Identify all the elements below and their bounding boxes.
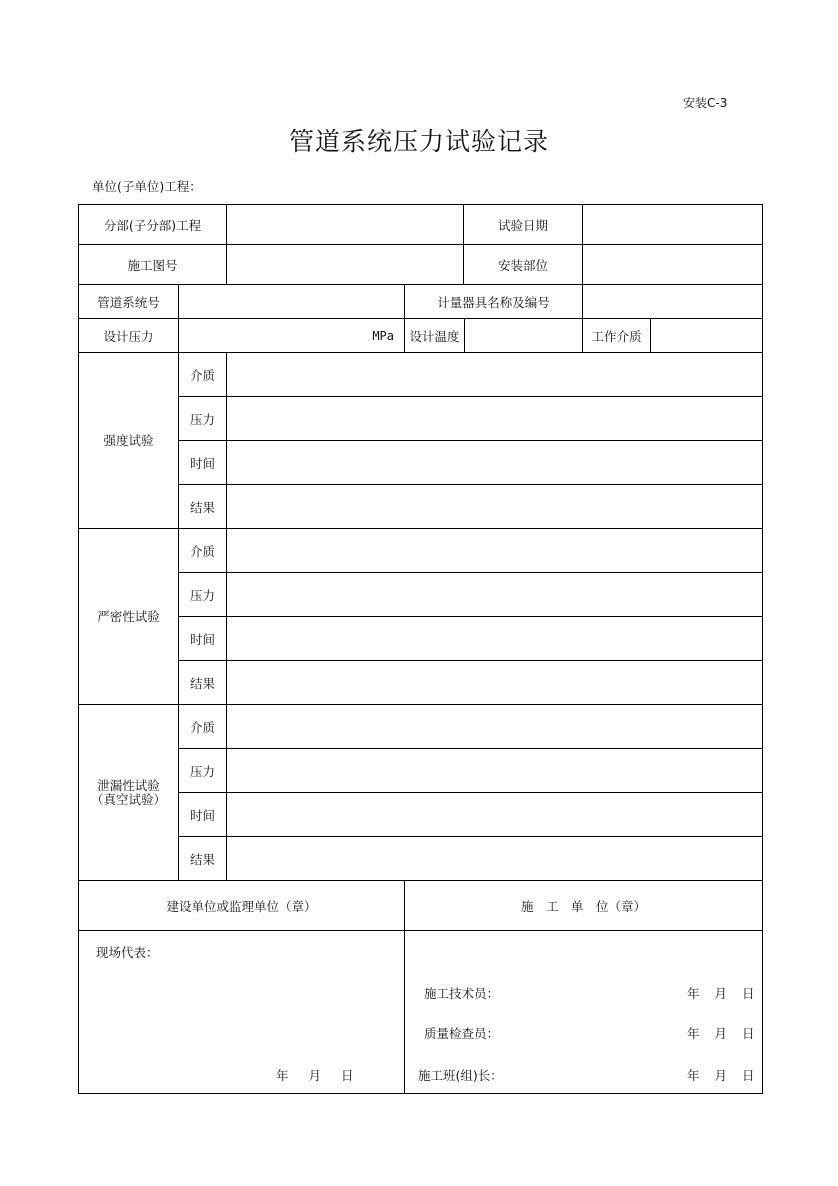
design-pressure-label: 设计压力 xyxy=(103,328,154,344)
contractor-header: 施 工 单 位（章） xyxy=(520,898,646,914)
item-medium: 介质 xyxy=(189,543,215,559)
day-label: 日 xyxy=(742,986,755,1001)
form-code: 安装C-3 xyxy=(683,96,728,110)
month-label: 月 xyxy=(714,986,728,1001)
strength-time-field[interactable] xyxy=(227,441,762,484)
strength-medium-field[interactable] xyxy=(227,353,762,396)
meter-label: 计量器具名称及编号 xyxy=(437,294,550,310)
item-result: 结果 xyxy=(189,675,215,691)
tightness-result-field[interactable] xyxy=(227,661,762,704)
meter-field[interactable] xyxy=(583,285,762,318)
section-name: 严密性试验 xyxy=(97,608,160,624)
page-title: 管道系统压力试验记录 xyxy=(288,127,549,156)
tightness-medium-field[interactable] xyxy=(227,529,762,572)
month-label: 月 xyxy=(714,1026,728,1041)
tightness-time-field[interactable] xyxy=(227,617,762,660)
design-pressure-field[interactable] xyxy=(179,319,404,352)
item-pressure: 压力 xyxy=(189,411,215,427)
team-leader-label: 施工班(组)长： xyxy=(418,1068,503,1083)
install-location-label: 安装部位 xyxy=(497,257,548,273)
day-label: 日 xyxy=(742,1068,755,1083)
design-temp-field[interactable] xyxy=(465,319,582,352)
item-time: 时间 xyxy=(189,631,215,647)
technician-label: 施工技术员： xyxy=(424,986,500,1001)
row-divider xyxy=(78,930,763,931)
month-label: 月 xyxy=(308,1068,322,1083)
tightness-pressure-field[interactable] xyxy=(227,573,762,616)
item-medium: 介质 xyxy=(189,719,215,735)
year-label: 年 xyxy=(687,1068,700,1083)
month-label: 月 xyxy=(714,1068,728,1083)
leak-medium-field[interactable] xyxy=(227,705,762,748)
year-label: 年 xyxy=(687,986,700,1001)
item-result: 结果 xyxy=(189,851,215,867)
pipe-system-label: 管道系统号 xyxy=(97,294,160,310)
section-name: 泄漏性试验 xyxy=(97,777,160,793)
day-label: 日 xyxy=(341,1068,354,1083)
leader-date xyxy=(687,1066,755,1084)
left-date xyxy=(276,1066,354,1084)
test-date-label: 试验日期 xyxy=(497,217,548,233)
quality-inspector-label: 质量检查员： xyxy=(424,1026,500,1041)
section-subname: （真空试验） xyxy=(90,791,166,807)
item-time: 时间 xyxy=(189,455,215,471)
pipe-system-field[interactable] xyxy=(179,285,404,318)
install-location-field[interactable] xyxy=(583,245,762,284)
leak-pressure-field[interactable] xyxy=(227,749,762,792)
section-strength-test xyxy=(79,353,178,528)
section-name: 强度试验 xyxy=(103,432,154,448)
owner-supervisor-header: 建设单位或监理单位（章） xyxy=(166,898,317,914)
inspector-date xyxy=(687,1024,755,1042)
item-time: 时间 xyxy=(189,807,215,823)
item-medium: 介质 xyxy=(189,367,215,383)
item-pressure: 压力 xyxy=(189,763,215,779)
technician-date xyxy=(687,984,755,1002)
site-representative-label: 现场代表： xyxy=(96,945,159,960)
subproject-field[interactable] xyxy=(227,205,463,244)
section-leak-test xyxy=(79,705,178,880)
strength-pressure-field[interactable] xyxy=(227,397,762,440)
leak-time-field[interactable] xyxy=(227,793,762,836)
drawing-number-field[interactable] xyxy=(227,245,463,284)
subproject-label: 分部(子分部)工程 xyxy=(103,217,202,233)
section-tightness-test xyxy=(79,529,178,704)
test-date-field[interactable] xyxy=(583,205,762,244)
strength-result-field[interactable] xyxy=(227,485,762,528)
day-label: 日 xyxy=(742,1026,755,1041)
medium-field[interactable] xyxy=(651,319,762,352)
item-result: 结果 xyxy=(189,499,215,515)
item-pressure: 压力 xyxy=(189,587,215,603)
pressure-unit: MPa xyxy=(372,328,394,343)
table-border-bottom xyxy=(78,1093,763,1094)
unit-project-label: 单位(子单位)工程： xyxy=(92,179,202,194)
design-temp-label: 设计温度 xyxy=(409,328,460,344)
year-label: 年 xyxy=(687,1026,700,1041)
leak-result-field[interactable] xyxy=(227,837,762,880)
year-label: 年 xyxy=(276,1068,289,1083)
table-border-right xyxy=(762,204,763,1094)
drawing-number-label: 施工图号 xyxy=(127,257,178,273)
medium-label: 工作介质 xyxy=(591,328,642,344)
